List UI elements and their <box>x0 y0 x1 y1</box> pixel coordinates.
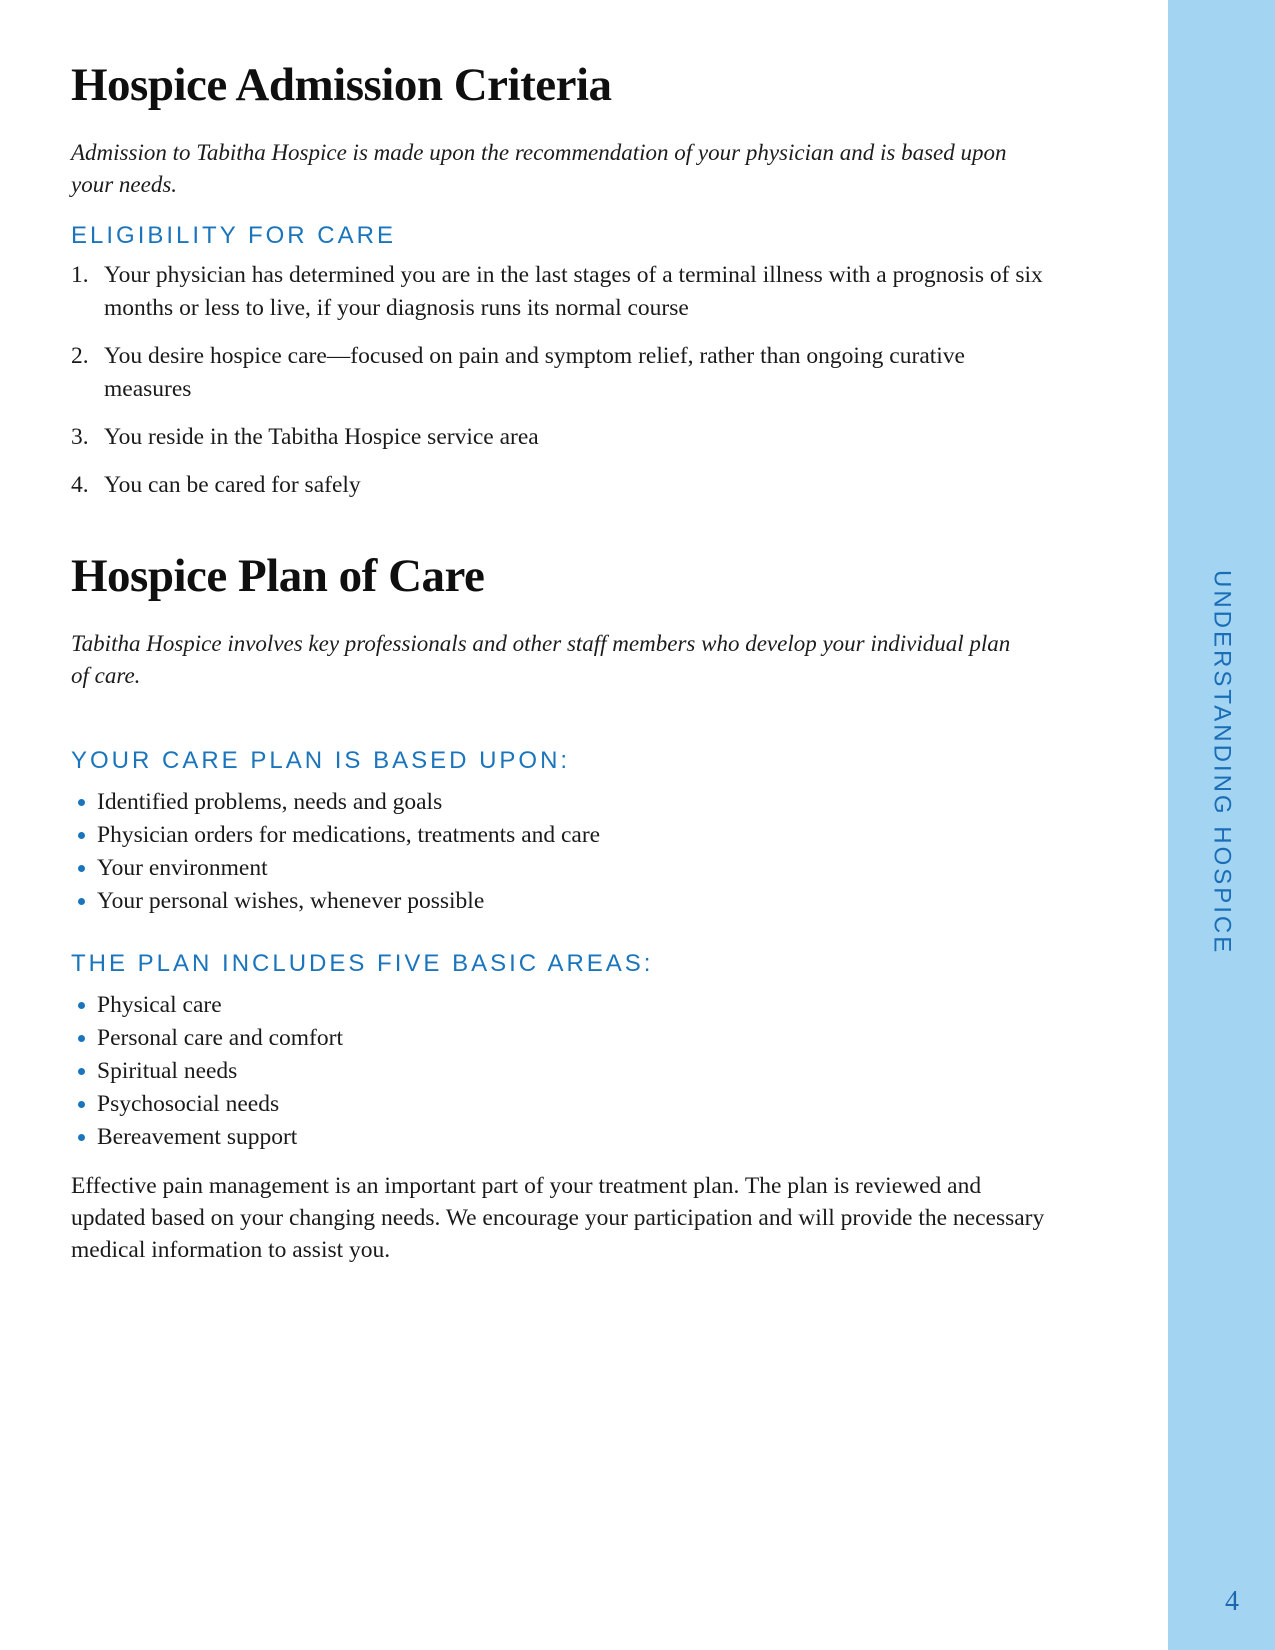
based-upon-item-3: Your environment <box>71 852 1049 885</box>
eligibility-item-1: Your physician has determined you are in the last stages of a terminal illness with a prognosis of six months or less to live, if your diagnosis runs its normal course <box>104 262 1043 321</box>
based-upon-heading: YOUR CARE PLAN IS BASED UPON: <box>71 747 571 774</box>
main-content <box>71 0 1049 1266</box>
eligibility-item-4: You can be cared for safely <box>104 472 361 498</box>
five-areas-item-3: Spiritual needs <box>71 1055 1049 1088</box>
five-areas-item-5: Bereavement support <box>71 1121 1049 1154</box>
plan-intro: Tabitha Hospice involves key professionals and other staff members who develop your individual plan of care. <box>71 631 1011 688</box>
based-upon-item-2: Physician orders for medications, treatments and care <box>71 819 1049 852</box>
five-areas-list <box>71 989 1049 1154</box>
eligibility-item-2: You desire hospice care—focused on pain and symptom relief, rather than ongoing curative measures <box>104 343 965 402</box>
plan-title: Hospice Plan of Care <box>71 550 485 602</box>
five-areas-heading: THE PLAN INCLUDES FIVE BASIC AREAS: <box>71 950 654 977</box>
sidebar-band <box>1168 0 1275 1650</box>
five-areas-item-4: Psychosocial needs <box>71 1088 1049 1121</box>
eligibility-item-3: You reside in the Tabitha Hospice service area <box>104 424 539 450</box>
based-upon-item-4: Your personal wishes, whenever possible <box>71 885 1049 918</box>
based-upon-list <box>71 786 1049 918</box>
based-upon-item-1: Identified problems, needs and goals <box>71 786 1049 819</box>
admission-title: Hospice Admission Criteria <box>71 59 612 111</box>
sidebar-vertical-label: UNDERSTANDING HOSPICE <box>1208 570 1236 956</box>
five-areas-item-1: Physical care <box>71 989 1049 1022</box>
eligibility-heading: ELIGIBILITY FOR CARE <box>71 222 396 249</box>
closing-paragraph: Effective pain management is an important part of your treatment plan. The plan is reviewed and updated based on your changing needs. We encourage your participation and will provide the necessary medical information to assist you. <box>71 1173 1045 1263</box>
five-areas-item-2: Personal care and comfort <box>71 1022 1049 1055</box>
page-number: 4 <box>1225 1586 1239 1617</box>
eligibility-list <box>71 259 1049 502</box>
admission-intro: Admission to Tabitha Hospice is made upon the recommendation of your physician and is based upon your needs. <box>71 140 1007 197</box>
